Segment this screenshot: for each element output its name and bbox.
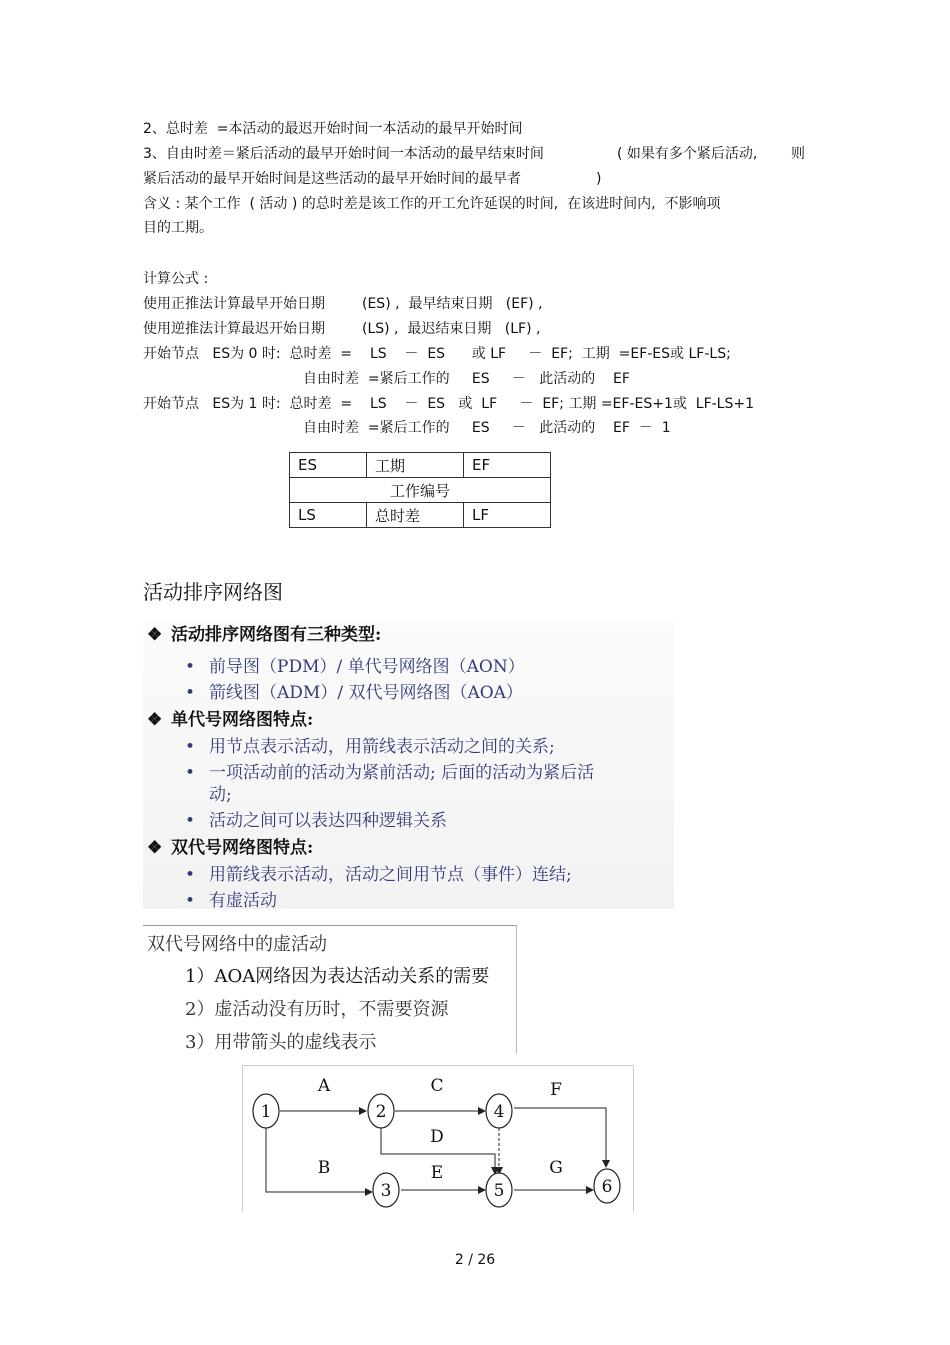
cell-duration: 工期: [367, 453, 464, 478]
slide-heading-types: 活动排序网络图有三种类型:: [171, 625, 382, 645]
activity-label-e: E: [430, 1163, 444, 1183]
node-label-2: 2: [375, 1102, 387, 1122]
text-line-forward-pass: 使用正推法计算最早开始日期: [143, 296, 325, 312]
node-label-4: 4: [493, 1102, 505, 1122]
cell-lf: LF: [464, 503, 551, 528]
page-current: 2: [454, 1252, 464, 1268]
activity-label-d: D: [430, 1127, 444, 1147]
text-line-es0-free-float: 自由时差 =紧后工作的 ES － 此活动的 EF: [303, 371, 630, 387]
text-line-backward-pass-values: (LS) , 最迟结束日期 (LF) ,: [362, 321, 541, 337]
text-line-meaning: 含义 : 某个工作 ( 活动 ) 的总时差是该工作的开工允许延误的时间, 在该进时间内, 不影响项: [143, 196, 721, 212]
cell-total-float: 总时差: [367, 503, 464, 528]
node-label-6: 6: [601, 1177, 613, 1197]
bullet-aon-predecessor-cont: 动;: [209, 785, 232, 805]
page-total: 26: [477, 1252, 496, 1268]
cell-work-number: 工作编号: [290, 478, 551, 503]
bullet-dot-icon: •: [185, 657, 196, 677]
text-line-es1-free-float: 自由时差 =紧后工作的 ES － 此活动的 EF － 1: [303, 420, 671, 436]
dummy-item-2: 2）虚活动没有历时，不需要资源: [185, 999, 449, 1020]
bullet-adm: 箭线图（ADM）/ 双代号网络图（AOA）: [209, 683, 523, 703]
slide-network-types: [143, 622, 674, 909]
bullet-dot-icon: •: [185, 891, 196, 911]
node-legend-box: [289, 452, 551, 528]
section-title: 活动排序网络图: [143, 580, 283, 604]
activity-label-f: F: [550, 1080, 562, 1100]
page-separator: /: [468, 1252, 473, 1268]
text-line-forward-pass-values: (ES) , 最早结束日期 (EF) ,: [362, 296, 543, 312]
cell-ef: EF: [464, 453, 551, 478]
bullet-aon-logic: 活动之间可以表达四种逻辑关系: [209, 811, 447, 831]
node-label-5: 5: [493, 1181, 505, 1201]
text-line-free-float-note-end: 则: [791, 146, 805, 162]
text-line-es0-total-float: 开始节点 ES为 0 时: 总时差 = LS － ES 或 LF － EF; 工期 =EF-ES或 LF-LS;: [143, 346, 731, 362]
slide-heading-aoa: 双代号网络图特点:: [171, 838, 314, 858]
bullet-aon-nodes: 用节点表示活动，用箭线表示活动之间的关系;: [209, 737, 555, 757]
bullet-dot-icon: •: [185, 865, 196, 885]
dummy-item-1: 1）AOA网络因为表达活动关系的需要: [185, 966, 490, 987]
dummy-item-3: 3）用带箭头的虚线表示: [185, 1032, 377, 1053]
bullet-pdm: 前导图（PDM）/ 单代号网络图（AON）: [209, 657, 525, 677]
text-line-formula-title: 计算公式 :: [143, 271, 209, 287]
dummy-slide-title: 双代号网络中的虚活动: [147, 934, 327, 955]
aoa-network-diagram: [242, 1065, 634, 1212]
bullet-aoa-arrows: 用箭线表示活动，活动之间用节点（事件）连结;: [209, 865, 572, 885]
text-line-free-float-cont: 紧后活动的最早开始时间是这些活动的最早开始时间的最早者: [143, 171, 521, 187]
text-line-backward-pass: 使用逆推法计算最迟开始日期: [143, 321, 325, 337]
diamond-icon: ❖: [147, 710, 163, 730]
activity-label-c: C: [430, 1076, 444, 1096]
bullet-aoa-dummy: 有虚活动: [209, 891, 277, 911]
diamond-icon: ❖: [147, 838, 163, 858]
bullet-dot-icon: •: [185, 737, 196, 757]
activity-label-g: G: [549, 1158, 563, 1178]
bullet-dot-icon: •: [185, 763, 196, 783]
node-label-3: 3: [380, 1181, 392, 1201]
activity-label-b: B: [317, 1158, 331, 1178]
diamond-icon: ❖: [147, 625, 163, 645]
text-line-free-float-note: ( 如果有多个紧后活动,: [617, 146, 758, 162]
text-line-es1-total-float: 开始节点 ES为 1 时: 总时差 = LS － ES 或 LF － EF; 工期 =EF-ES+1或 LF-LS+1: [143, 396, 755, 412]
slide-dummy-activity: [143, 925, 517, 1054]
text-line-close-paren: ): [596, 171, 602, 187]
bullet-aon-predecessor: 一项活动前的活动为紧前活动; 后面的活动为紧后活: [209, 763, 595, 783]
bullet-dot-icon: •: [185, 683, 196, 703]
bullet-dot-icon: •: [185, 811, 196, 831]
cell-ls: LS: [290, 503, 367, 528]
text-line-total-float: 2、总时差 =本活动的最迟开始时间一本活动的最早开始时间: [143, 121, 523, 137]
text-line-meaning-cont: 目的工期。: [143, 220, 213, 236]
text-line-free-float: 3、自由时差＝紧后活动的最早开始时间一本活动的最早结束时间: [143, 146, 544, 162]
page-number: [0, 1252, 950, 1268]
node-label-1: 1: [260, 1102, 272, 1122]
slide-heading-aon: 单代号网络图特点:: [171, 710, 314, 730]
activity-label-a: A: [317, 1076, 331, 1096]
cell-es: ES: [290, 453, 367, 478]
